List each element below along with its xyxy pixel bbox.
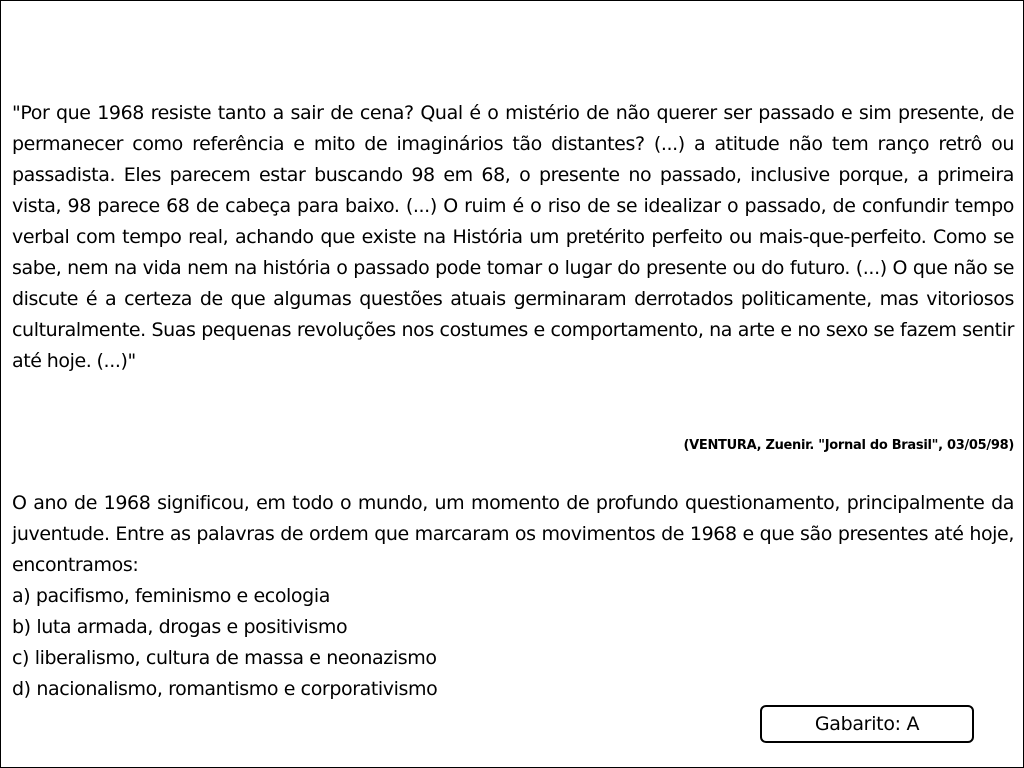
answer-key-box: Gabarito: A — [760, 705, 974, 743]
answer-options — [12, 581, 1014, 705]
option-d: d) nacionalismo, romantismo e corporativismo — [12, 678, 438, 700]
option-a: a) pacifismo, feminismo e ecologia — [12, 585, 330, 607]
quote-text: "Por que 1968 resiste tanto a sair de cena? Qual é o mistério de não querer ser passado e sim presente, de permanecer como referência e mito de imaginários tão distantes? (...) a atitude não tem ranço retrô ou passadista. Eles parecem estar buscando 98 em 68, o presente no passado, inclusive porque, a primeira vista, 98 parece 68 de cabeça para baixo. (...) O ruim é o riso de se idealizar o passado, de confundir tempo verbal com tempo real, achando que existe na História um pretérito perfeito ou mais-que-perfeito. Como se sabe, nem na vida nem na história o passado pode tomar o lugar do presente ou do futuro. (...) O que não se discute é a certeza de que algumas questões atuais germinaram derrotados politicamente, mas vitoriosos culturalmente. Suas pequenas revoluções nos costumes e comportamento, na arte e no sexo se fazem sentir até hoje. (...)" — [12, 102, 1014, 372]
option-b: b) luta armada, drogas e positivismo — [12, 616, 348, 638]
question-text: O ano de 1968 significou, em todo o mundo, um momento de profundo questionamento, principalmente da juventude. Entre as palavras de ordem que marcaram os movimentos de 1968 e que são presentes até hoje, encontramos: — [12, 492, 1014, 576]
quote-citation: (VENTURA, Zuenir. "Jornal do Brasil", 03/05/98) — [683, 438, 1014, 453]
option-c: c) liberalismo, cultura de massa e neonazismo — [12, 647, 437, 669]
